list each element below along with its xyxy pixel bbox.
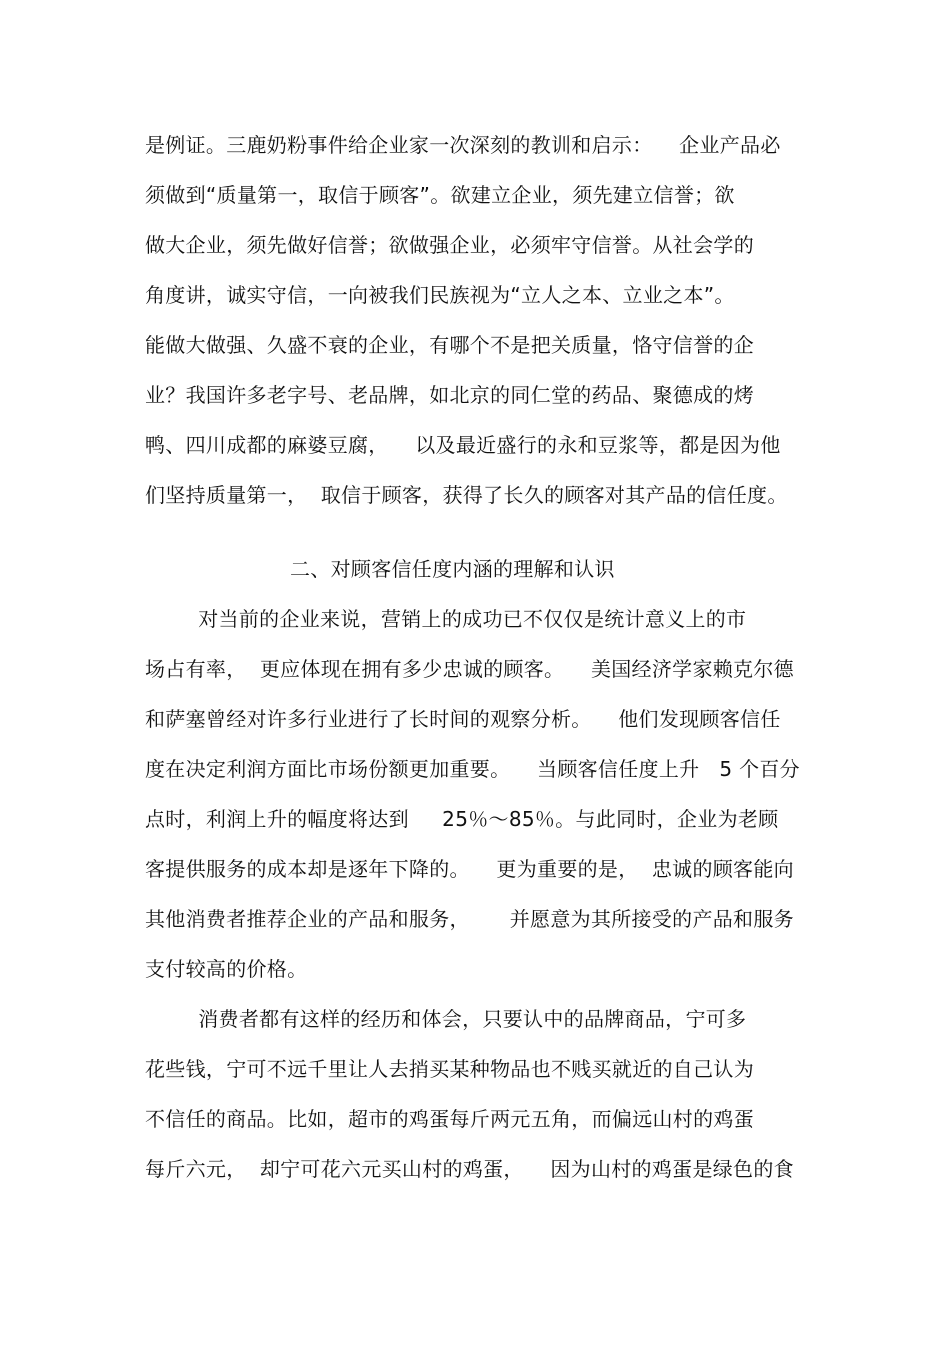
text-line: 角度讲，诚实守信，一向被我们民族视为“立人之本、立业之本”。	[145, 283, 735, 307]
text-line: 度在决定利润方面比市场份额更加重要。 当顾客信任度上升 5 个百分	[145, 757, 800, 781]
text-line: 支付较高的价格。	[145, 957, 308, 981]
text-line: 花些钱，宁可不远千里让人去捎买某种物品也不贱买就近的自己认为	[145, 1057, 754, 1081]
text-line: 对当前的企业来说，营销上的成功已不仅仅是统计意义上的市	[145, 607, 747, 631]
text-line: 每斤六元， 却宁可花六元买山村的鸡蛋， 因为山村的鸡蛋是绿色的食	[145, 1157, 794, 1181]
text-line: 消费者都有这样的经历和体会，只要认中的品牌商品，宁可多	[145, 1007, 747, 1031]
text-line: 不信任的商品。比如，超市的鸡蛋每斤两元五角，而偏远山村的鸡蛋	[145, 1107, 754, 1131]
text-line: 业？我国许多老字号、老品牌，如北京的同仁堂的药品、聚德成的烤	[145, 383, 754, 407]
text-line: 须做到“质量第一，取信于顾客”。欲建立企业，须先建立信誉；欲	[145, 183, 735, 207]
text-line: 们坚持质量第一， 取信于顾客，获得了长久的顾客对其产品的信任度。	[145, 483, 788, 507]
text-line: 鸭、四川成都的麻婆豆腐， 以及最近盛行的永和豆浆等，都是因为他	[145, 433, 781, 457]
text-line: 是例证。三鹿奶粉事件给企业家一次深刻的教训和启示： 企业产品必	[145, 133, 781, 157]
text-line: 客提供服务的成本却是逐年下降的。 更为重要的是， 忠诚的顾客能向	[145, 857, 794, 881]
text-line: 其他消费者推荐企业的产品和服务， 并愿意为其所接受的产品和服务	[145, 907, 794, 931]
section-heading: 二、对顾客信任度内涵的理解和认识	[290, 557, 615, 581]
text-line: 和萨塞曾经对许多行业进行了长时间的观察分析。 他们发现顾客信任	[145, 707, 781, 731]
text-line: 做大企业，须先做好信誉；欲做强企业，必须牢守信誉。从社会学的	[145, 233, 754, 257]
text-line: 场占有率， 更应体现在拥有多少忠诚的顾客。 美国经济学家赖克尔德	[145, 657, 794, 681]
text-line: 点时，利润上升的幅度将达到 25％～85％。与此同时，企业为老顾	[145, 807, 779, 831]
text-line: 能做大做强、久盛不衰的企业，有哪个不是把关质量，恪守信誉的企	[145, 333, 754, 357]
